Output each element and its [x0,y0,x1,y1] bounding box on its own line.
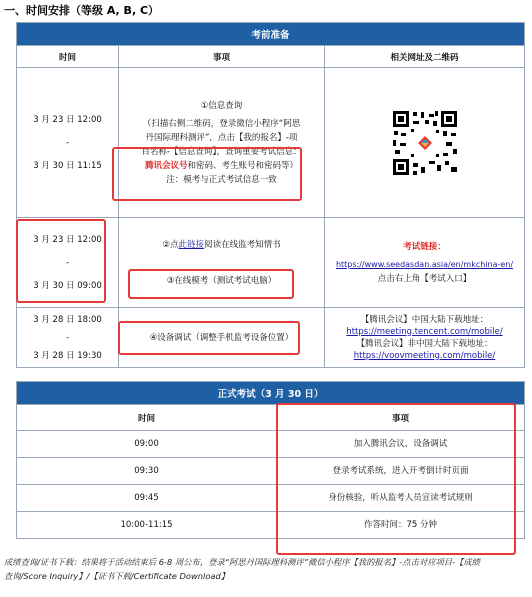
row2-time-end: 3 月 30 日 09:00 [33,280,102,291]
info-query-line4: 和密码、考生账号和密码等） [187,160,299,171]
row1-qr-cell [325,68,525,218]
info-query-title: ①信息查询 [200,100,243,111]
exam-row-item: 作答时间：75 分钟 [277,512,525,539]
mainland-download-url[interactable]: https://meeting.tencent.com/mobile/ [346,326,503,337]
exam-row-item: 身份核验，听从监考人员宣读考试规则 [277,485,525,512]
col-item: 事项 [119,46,325,68]
exam-title: 正式考试（3 月 30 日） [17,382,525,405]
footer-line1: 成绩查询/证书下载：结果将于活动结束后 6-8 周公布，登录“阿思丹国际理科测评”微信小程序【我的报名】-点击对应项目-【成绩 [4,557,480,567]
footer-line2: 查询/Score Inquiry】/【证书下载/Certificate Download】 [4,571,230,581]
overseas-download-url[interactable]: https://voovmeeting.com/mobile/ [353,350,496,361]
col-links: 相关网址及二维码 [325,46,525,68]
qr-code-icon[interactable] [391,109,459,177]
overseas-download-label: 【腾讯会议】非中国大陆下载地址： [356,338,493,349]
meeting-number-highlight: 腾讯会议号 [144,160,188,171]
highlight-row2-time [16,219,106,303]
col-time: 时间 [17,46,119,68]
consent-link[interactable]: 此链接 [178,239,205,250]
exam-link-note: 点击右上角【考试入口】 [377,273,472,284]
mainland-download-label: 【腾讯会议】中国大陆下载地址： [360,314,489,325]
row1-time-end: 3 月 30 日 11:15 [33,160,102,171]
consent-prefix: ②点 [162,239,179,250]
info-query-line1: （扫描右侧二维码，登录微信小程序“阿思 [142,118,301,129]
exam-row-time: 09:00 [17,431,277,458]
row3-links [325,308,525,368]
exam-col-time: 时间 [17,405,277,431]
exam-link-url[interactable]: https://www.seedasdan.asia/en/mkchina-en/ [335,259,514,269]
row1-time [17,68,119,218]
prep-title: 考前准备 [17,23,525,46]
row3-dash: - [65,332,70,343]
row3-time-end: 3 月 28 日 19:30 [33,350,102,361]
info-query-line3: 目名称-【信息查询】，查询重要考试信息： [141,146,302,157]
row2-links [325,218,525,308]
row2-dash: - [65,257,70,268]
exam-row-item: 登录考试系统，进入开考倒计时页面 [277,458,525,485]
highlight-exam-items [276,403,516,555]
section-heading: 一、时间安排（等级 A, B, C） [4,4,160,17]
row3-time-start: 3 月 28 日 18:00 [33,314,102,325]
row1-dash: - [65,137,70,148]
highlight-device-setup [118,321,300,355]
exam-row-item: 加入腾讯会议，设备调试 [277,431,525,458]
info-query-line2: 丹国际理科测评”，点击【我的报名】-项 [145,132,298,143]
mock-exam-item: ③在线模考（测试考试电脑） [166,275,277,286]
footer-note [4,555,528,583]
row3-time [17,308,119,368]
exam-row-time: 10:00-11:15 [17,512,277,539]
highlight-info-query [112,147,302,201]
exam-col-item: 事项 [277,405,525,431]
row2-time-start: 3 月 23 日 12:00 [33,234,102,245]
row1-time-start: 3 月 23 日 12:00 [33,114,102,125]
exam-link-label: 考试链接： [403,241,446,252]
device-setup-item: ④设备调试（调整手机监考设备位置） [149,332,294,343]
exam-row-time: 09:30 [17,458,277,485]
info-query-note: 注：模考与正式考试信息一致 [166,174,277,185]
highlight-mock-exam [128,269,294,299]
exam-row-time: 09:45 [17,485,277,512]
consent-suffix: 阅读在线监考知情书 [204,239,281,250]
